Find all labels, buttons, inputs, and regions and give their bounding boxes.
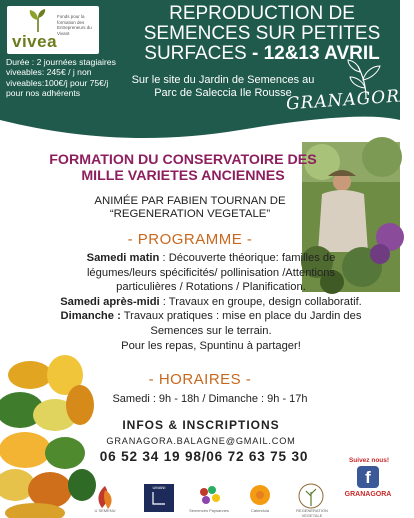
calendula-logo-label: Calendula [250, 508, 269, 513]
saturday-morning [60, 251, 362, 295]
follow-label: Suivez nous! [348, 457, 390, 464]
title-line-3-start: SURFACES [144, 43, 247, 64]
saturday-afternoon-label: Samedi après-midi [60, 295, 160, 308]
saturday-morning-label: Samedi matin [86, 252, 160, 264]
animator-line: ANIMÉE PAR FABIEN TOURNAN DE “REGENERATION VEGETALE” [94, 195, 286, 220]
squash-photo [0, 335, 90, 518]
sunday [60, 309, 362, 338]
header-banner [0, 0, 414, 142]
vivea-logo-word: vivea [12, 32, 58, 51]
sunday-label: Dimanche : [60, 310, 121, 323]
horaires-text: Samedi : 9h - 18h / Dimanche : 9h - 17h [112, 393, 308, 405]
programme-text [60, 251, 362, 353]
facebook-icon[interactable]: f [357, 466, 379, 488]
formation-title: FORMATION DU CONSERVATOIRE DES MILLE VARIETES ANCIENNES [49, 152, 317, 184]
title-line-2: SEMENCES SUR PETITES [143, 23, 381, 44]
usemenu-logo-label: U SEMENU [94, 508, 116, 513]
infos-title: INFOS & INSCRIPTIONS [122, 418, 280, 432]
sunday-text: Travaux pratiques : mise en place du Jardin des Semences sur le terrain. [120, 310, 362, 337]
meals-note: Pour les repas, Spuntinu à partager! [121, 339, 301, 352]
event-location: Sur le site du Jardin de Semences au Parc de Saleccia Ile Rousse [131, 74, 315, 99]
umani-logo-label: UMANI [152, 485, 166, 490]
regeneration-vegetale-label: REGENERATION VEGETALE [296, 508, 328, 518]
event-date: - 12&13 AVRIL [246, 43, 380, 64]
saturday-afternoon-text: : Travaux en groupe, design collaboratif. [159, 295, 362, 308]
sprout-icon [25, 8, 51, 34]
duration-pricing: Durée : 2 journées stagiaires viveables: 245€ / j non viveables:100€/j pour 75€/j pour nos adhérents [6, 57, 116, 99]
vivea-logo [7, 6, 99, 54]
vivea-logo-subtitle: Fonds pour la formation des Entrepreneurs du Vivant [57, 14, 92, 36]
granagora-logo: GRANAGORA [285, 85, 414, 115]
main-title [126, 4, 398, 64]
facebook-page-name[interactable]: GRANAGORA [344, 491, 392, 498]
horaires-heading: - HORAIRES - [148, 371, 252, 388]
semences-paysannes-label: Semences Paysannes [189, 508, 229, 513]
saturday-morning-text: : Découverte théorique: familles de légumes/leurs spécificités/ pollinisation /Attentions particulières / Rotations / Planification. [86, 252, 336, 294]
programme-heading: - PROGRAMME - [127, 231, 253, 248]
saturday-afternoon [60, 295, 362, 310]
contact-email[interactable]: GRANAGORA.BALAGNE@GMAIL.COM [106, 436, 296, 446]
title-line-1: REPRODUCTION DE [169, 3, 355, 24]
contact-phone[interactable]: 06 52 34 19 98/06 72 63 75 30 [99, 449, 309, 464]
